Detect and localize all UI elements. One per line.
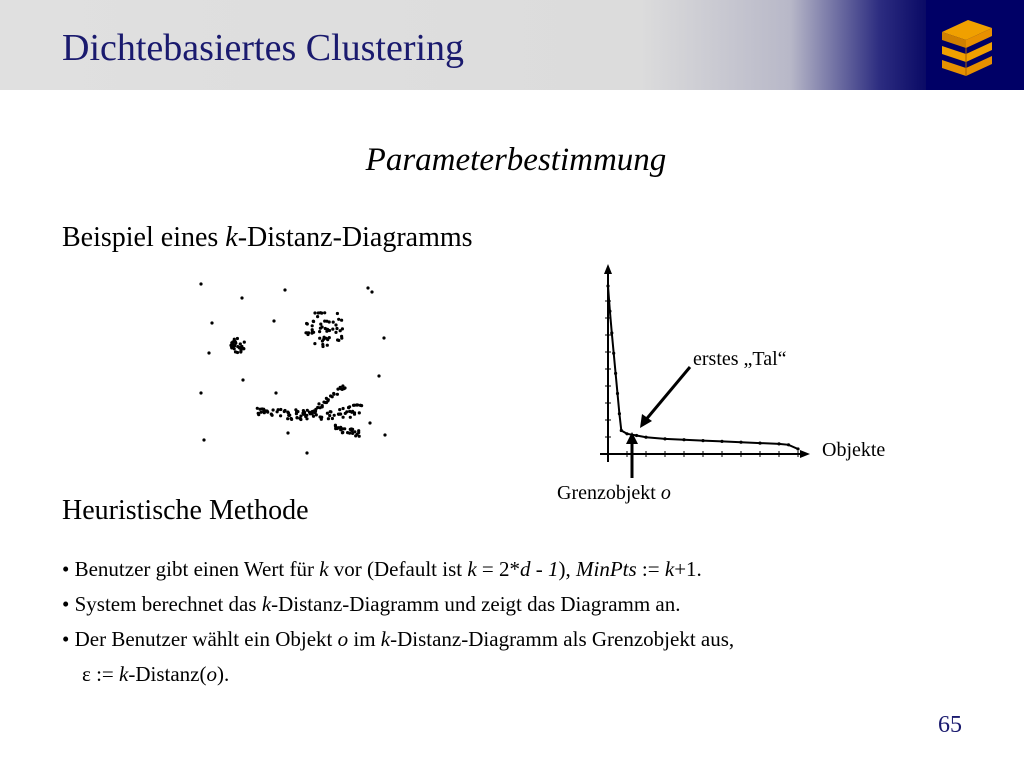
scatter-point: [370, 290, 373, 293]
scatter-point: [240, 345, 243, 348]
scatter-point: [266, 411, 269, 414]
chart-point: [616, 392, 619, 395]
scatter-point: [358, 411, 361, 414]
scatter-point: [329, 410, 332, 413]
scatter-point: [294, 408, 297, 411]
scatter-point: [342, 416, 345, 419]
scatter-point: [207, 351, 210, 354]
scatter-point: [202, 438, 205, 441]
scatter-point: [286, 417, 289, 420]
scatter-point: [339, 386, 342, 389]
chart-x-axis-arrowhead: [800, 450, 810, 458]
scatter-point: [357, 429, 360, 432]
scatter-point: [349, 416, 352, 419]
stacked-layers-logo-icon: [926, 0, 1024, 90]
scatter-point: [348, 432, 351, 435]
chart-point: [610, 331, 613, 334]
bullet-list: [62, 552, 1002, 692]
point-cloud-scatter-icon: [195, 278, 395, 468]
scatter-point: [345, 410, 348, 413]
scatter-point: [382, 336, 385, 339]
chart-point: [612, 352, 615, 355]
scatter-point: [334, 323, 337, 326]
scatter-point: [312, 320, 315, 323]
chart-point: [796, 447, 799, 450]
scatter-point: [336, 393, 339, 396]
chart-point: [758, 442, 761, 445]
bullet-1: • Benutzer gibt einen Wert für k vor (Default ist k = 2*d - 1), MinPts := k+1.: [62, 557, 702, 581]
chart-point: [739, 441, 742, 444]
scatter-point: [287, 411, 290, 414]
scatter-point: [336, 312, 339, 315]
border-object-var: o: [660, 482, 671, 504]
scatter-point: [272, 319, 275, 322]
chart-xlabel: Objekte: [822, 439, 886, 461]
scatter-point: [353, 430, 356, 433]
scatter-point: [313, 342, 316, 345]
scatter-point: [274, 391, 277, 394]
logo-box: [926, 0, 1024, 90]
scatter-point: [286, 431, 289, 434]
chart-point: [644, 436, 647, 439]
scatter-point: [360, 404, 363, 407]
scatter-point: [271, 414, 274, 417]
scatter-point: [295, 416, 298, 419]
scatter-point: [366, 286, 369, 289]
chart-point: [682, 438, 685, 441]
example-heading-prefix: Beispiel eines: [62, 222, 226, 253]
scatter-point: [283, 409, 286, 412]
bullet-2: • System berechnet das k-Distanz-Diagramm und zeigt das Diagramm an.: [62, 592, 681, 616]
scatter-point: [305, 451, 308, 454]
scatter-point: [236, 337, 239, 340]
scatter-point: [305, 322, 308, 325]
scatter-point: [257, 412, 260, 415]
scatter-point: [243, 341, 246, 344]
scatter-point: [324, 401, 327, 404]
scatter-point: [199, 391, 202, 394]
scatter-point: [383, 433, 386, 436]
example-heading-suffix: -Distanz-Diagramms: [237, 222, 473, 253]
scatter-point: [341, 427, 344, 430]
scatter-point: [272, 408, 275, 411]
scatter-point: [337, 318, 340, 321]
scatter-point: [317, 402, 320, 405]
scatter-point: [318, 330, 321, 333]
scatter-point: [355, 403, 358, 406]
scatter-point: [305, 414, 308, 417]
example-heading-k: k: [225, 222, 238, 253]
chart-point: [720, 440, 723, 443]
scatter-point: [335, 327, 338, 330]
bullet-3-continuation: ε := k-Distanz(o).: [82, 662, 230, 686]
scatter-point: [236, 351, 239, 354]
scatter-point: [277, 408, 280, 411]
scatter-point: [326, 344, 329, 347]
scatter-point: [334, 424, 337, 427]
scatter-point: [316, 315, 319, 318]
scatter-point: [259, 411, 262, 414]
scatter-point: [352, 404, 355, 407]
scatter-point: [314, 411, 317, 414]
scatter-point: [298, 417, 301, 420]
scatter-point: [279, 414, 282, 417]
chart-point: [606, 284, 609, 287]
scatter-point: [337, 339, 340, 342]
scatter-point: [325, 397, 328, 400]
scatter-point: [377, 374, 380, 377]
scatter-point: [340, 319, 343, 322]
scatter-point: [313, 311, 316, 314]
scatter-point: [339, 329, 342, 332]
scatter-point: [321, 345, 324, 348]
scatter-point: [283, 288, 286, 291]
heuristic-heading: Heuristische Methode: [62, 495, 309, 526]
scatter-point: [348, 405, 351, 408]
scatter-point: [319, 327, 322, 330]
scatter-point: [328, 329, 331, 332]
page-number: 65: [938, 712, 962, 738]
scatter-point: [311, 324, 314, 327]
scatter-point: [324, 327, 327, 330]
scatter-point: [312, 331, 315, 334]
scatter-point: [319, 323, 322, 326]
k-distance-chart: [548, 272, 908, 502]
scatter-point: [210, 321, 213, 324]
scatter-point: [350, 429, 353, 432]
chart-point: [608, 310, 611, 313]
chart-y-axis-arrowhead: [604, 264, 612, 274]
scatter-point: [256, 407, 259, 410]
scatter-point: [241, 378, 244, 381]
scatter-point: [340, 335, 343, 338]
scatter-point: [338, 408, 341, 411]
scatter-point: [334, 331, 337, 334]
scatter-point: [326, 412, 329, 415]
scatter-point: [301, 412, 304, 415]
scatter-point: [233, 338, 236, 341]
scatter-point: [358, 435, 361, 438]
scatter-point: [290, 418, 293, 421]
chart-point: [777, 442, 780, 445]
scatter-point: [333, 414, 336, 417]
slide-title: Dichtebasiertes Clustering: [62, 27, 465, 69]
scatter-point: [323, 311, 326, 314]
chart-point: [618, 412, 621, 415]
scatter-point: [316, 406, 319, 409]
border-object-label: [557, 482, 671, 504]
scatter-point: [327, 417, 330, 420]
example-heading: [62, 222, 473, 254]
scatter-point: [331, 417, 334, 420]
scatter-point: [337, 413, 340, 416]
scatter-point: [331, 328, 334, 331]
scatter-point: [319, 415, 322, 418]
scatter-point: [318, 337, 321, 340]
scatter-point: [325, 320, 328, 323]
scatter-point: [342, 407, 345, 410]
scatter-point: [328, 414, 331, 417]
scatter-point: [368, 421, 371, 424]
chart-point: [620, 429, 623, 432]
scatter-point: [233, 347, 236, 350]
chart-point: [701, 439, 704, 442]
scatter-point: [240, 296, 243, 299]
scatter-point: [304, 331, 307, 334]
scatter-point: [354, 434, 357, 437]
bullet-3: • Der Benutzer wählt ein Objekt o im k-Distanz-Diagramm als Grenzobjekt aus, ε := k-Distanz(o).: [62, 622, 1002, 692]
scatter-point: [199, 282, 202, 285]
scatter-point: [332, 393, 335, 396]
scatter-point: [308, 411, 311, 414]
scatter-point: [233, 344, 236, 347]
scatter-point: [262, 408, 265, 411]
chart-point: [625, 432, 628, 435]
chart-point: [635, 434, 638, 437]
scatter-point: [328, 336, 331, 339]
scatter-point: [341, 384, 344, 387]
scatter-point: [322, 338, 325, 341]
scatter-point: [353, 411, 356, 414]
valley-annotation: erstes „Tal“: [693, 348, 787, 370]
scatter-point: [321, 404, 324, 407]
slide-subtitle: Parameterbestimmung: [365, 142, 667, 178]
chart-point: [787, 443, 790, 446]
scatter-point: [341, 431, 344, 434]
scatter-point: [320, 312, 323, 315]
scatter-point: [329, 394, 332, 397]
valley-arrow: [644, 367, 690, 422]
scatter-point: [239, 349, 242, 352]
scatter-point: [332, 321, 335, 324]
border-object-prefix: Grenzobjekt: [557, 482, 661, 504]
chart-point: [663, 437, 666, 440]
chart-point: [614, 372, 617, 375]
